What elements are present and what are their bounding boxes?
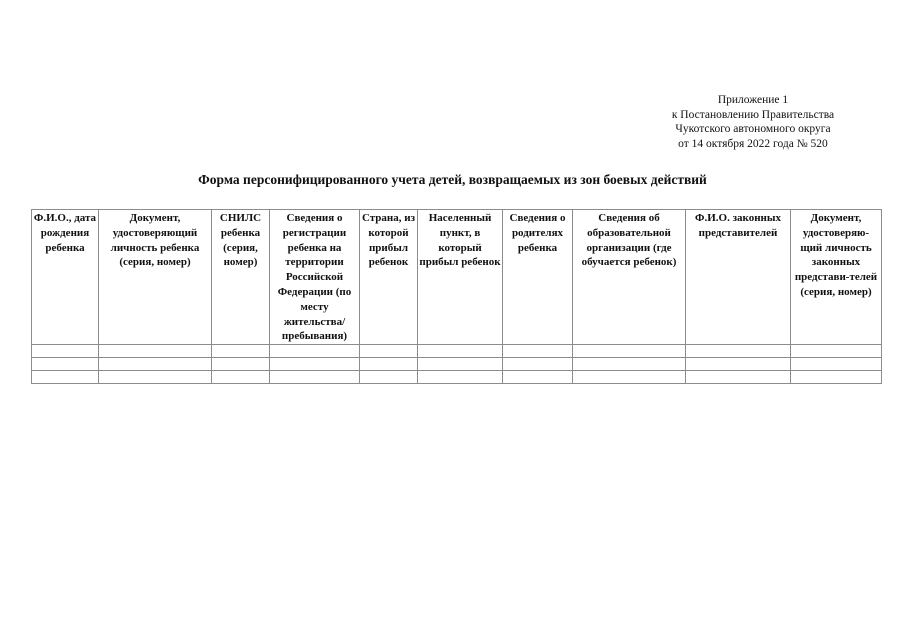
table-cell[interactable] <box>686 371 791 384</box>
column-header-registration: Сведения о регистрации ребенка на территории Российской Федерации (по месту жительства/ пребывания) <box>270 210 360 345</box>
appendix-line: к Постановлению Правительства <box>671 108 835 121</box>
table-body <box>32 345 882 384</box>
column-header-school: Сведения об образовательной организации (где обучается ребенок) <box>573 210 686 345</box>
table-cell[interactable] <box>686 345 791 358</box>
table-cell[interactable] <box>99 371 212 384</box>
registration-form-table <box>31 209 882 384</box>
table-cell[interactable] <box>360 358 418 371</box>
table-cell[interactable] <box>503 358 573 371</box>
table-cell[interactable] <box>418 358 503 371</box>
table-cell[interactable] <box>32 345 99 358</box>
appendix-line: Чукотского автономного округа <box>675 123 831 135</box>
table-cell[interactable] <box>270 345 360 358</box>
column-header-child-id-document: Документ, удостоверяющий личность ребенка (серия, номер) <box>99 210 212 345</box>
table-cell[interactable] <box>99 358 212 371</box>
appendix-line: от 14 октября 2022 года № 520 <box>678 137 828 150</box>
column-header-settlement: Населенный пункт, в который прибыл ребенок <box>418 210 503 345</box>
table-cell[interactable] <box>686 358 791 371</box>
table-row <box>32 345 882 358</box>
column-header-guardians-name: Ф.И.О. законных представителей <box>686 210 791 345</box>
table-cell[interactable] <box>32 371 99 384</box>
column-header-parents: Сведения о родителях ребенка <box>503 210 573 345</box>
table-cell[interactable] <box>212 345 270 358</box>
appendix-line: Приложение 1 <box>717 94 789 106</box>
table-cell[interactable] <box>503 345 573 358</box>
column-header-snils: СНИЛС ребенка (серия, номер) <box>212 210 270 345</box>
table-cell[interactable] <box>573 358 686 371</box>
table-cell[interactable] <box>270 371 360 384</box>
column-header-child-name: Ф.И.О., дата рождения ребенка <box>32 210 99 345</box>
column-header-guardians-document: Документ, удостоверяю-щий личность законных представи-телей (серия, номер) <box>791 210 882 345</box>
table-cell[interactable] <box>573 371 686 384</box>
table-cell[interactable] <box>573 345 686 358</box>
table-cell[interactable] <box>360 371 418 384</box>
table-cell[interactable] <box>212 358 270 371</box>
table-cell[interactable] <box>360 345 418 358</box>
table-cell[interactable] <box>99 345 212 358</box>
table-row <box>32 371 882 384</box>
table-row <box>32 358 882 371</box>
table-header-row <box>32 210 882 345</box>
table-cell[interactable] <box>791 371 882 384</box>
appendix-header <box>640 93 866 151</box>
table-cell[interactable] <box>791 358 882 371</box>
table-cell[interactable] <box>418 371 503 384</box>
table-cell[interactable] <box>32 358 99 371</box>
table-cell[interactable] <box>270 358 360 371</box>
table-cell[interactable] <box>212 371 270 384</box>
table-cell[interactable] <box>503 371 573 384</box>
table-cell[interactable] <box>791 345 882 358</box>
column-header-country: Страна, из которой прибыл ребенок <box>360 210 418 345</box>
table-cell[interactable] <box>418 345 503 358</box>
document-title: Форма персонифицированного учета детей, возвращаемых из зон боевых действий <box>198 172 707 187</box>
